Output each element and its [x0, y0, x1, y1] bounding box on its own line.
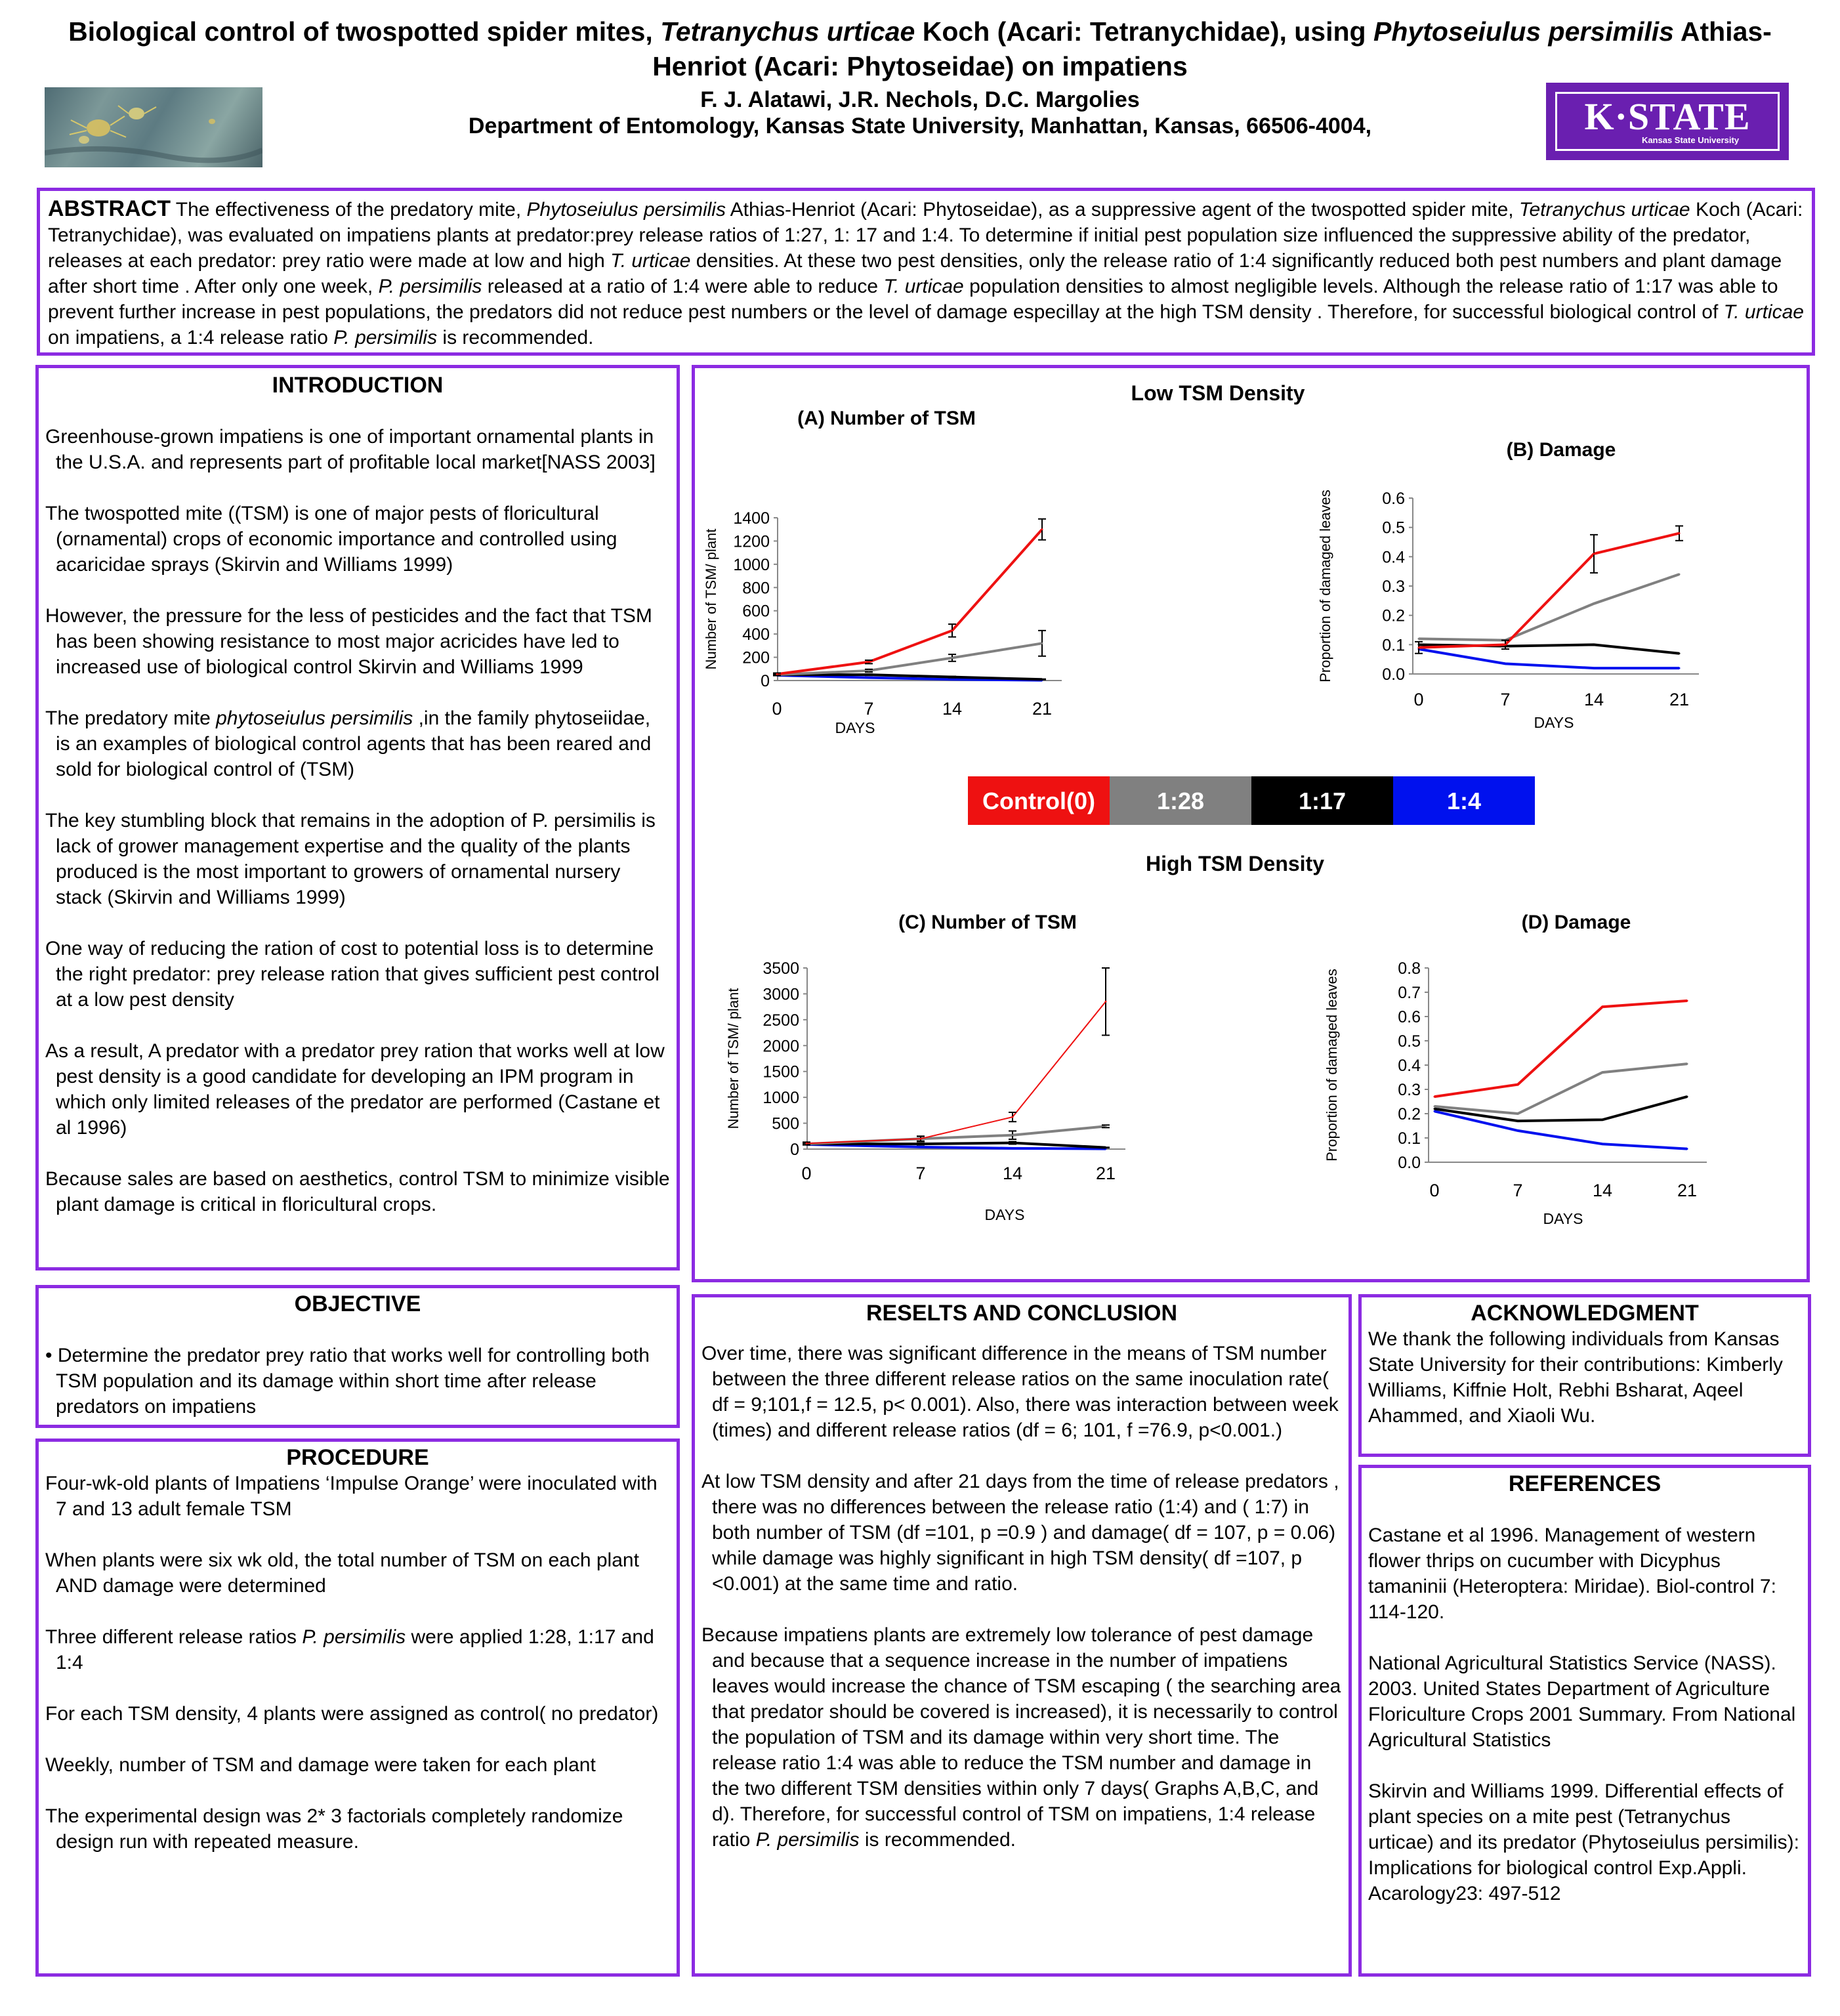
- paragraph: [45, 1803, 670, 1855]
- italic-text: P. persimilis: [755, 1829, 860, 1851]
- low-density-title: Low TSM Density: [1131, 381, 1305, 405]
- paragraph: [45, 1471, 670, 1522]
- data-point: [1602, 1006, 1604, 1008]
- italic-text: T. urticae: [883, 276, 964, 297]
- text-run: Three different release ratios: [45, 1626, 303, 1648]
- text-run: population densities to almost negligible levels. Although the release ratio of 1:17 was able to prevent further increase in pest populations, the predators did not reduce pest numbers or the level of damage especillay at the high TSM density . Therefore, for successful biological control of: [48, 276, 1778, 323]
- acknowledgment-section: [1358, 1294, 1811, 1457]
- data-point: [1679, 667, 1681, 669]
- data-point: [868, 661, 870, 663]
- data-point: [1105, 1125, 1107, 1127]
- y-tick-label: 800: [742, 579, 770, 598]
- text-run: Because impatiens plants are extremely low tolerance of pest damage and because that a sequence increase in the number of impatiens leaves would increase the chance of TSM escaping ( the searching area that predator should be covered is increased), it is necessarily to control the population of TSM and its damage within very short time. The release ratio 1:4 was able to reduce the TSM number and damage in the two different TSM densities within only 7 days( Graphs A,B,C, and d). Therefore, for successful control of TSM on impatiens, 1:4 release ratio: [701, 1624, 1341, 1851]
- text-run: Over time, there was significant difference in the means of TSM number between the three different release ratios on the same inoculation rate( df = 9;101,f = 12.5, p< 0.001). Also, there was interaction between week (times) and different release ratios (df = 6; 101, f =76.9, p<0.001.): [701, 1343, 1339, 1441]
- italic-text: P. persimilis: [302, 1626, 406, 1648]
- italic-text: Tetranychus urticae: [1518, 199, 1690, 220]
- y-axis-label: Number of TSM/ plant: [725, 988, 742, 1129]
- x-tick-label: 0: [1413, 690, 1424, 709]
- x-tick-label: 7: [1500, 690, 1511, 709]
- y-tick-label: 0.7: [1398, 984, 1421, 1002]
- author-block: [276, 87, 1564, 139]
- x-axis-label: DAYS: [1534, 714, 1574, 731]
- objective-bullet: • Determine the predator prey ratio that works well for controlling both TSM population and its damage within short time after release predators on impatiens: [45, 1345, 650, 1418]
- procedure-section: [35, 1438, 680, 1977]
- chart-c: [725, 912, 1125, 1223]
- legend-label: Control(0): [982, 788, 1095, 814]
- data-point: [1686, 1063, 1688, 1065]
- legend-label: 1:28: [1156, 788, 1205, 814]
- paragraph: [45, 1166, 670, 1217]
- procedure-title: PROCEDURE: [286, 1445, 429, 1470]
- data-point: [1686, 1096, 1688, 1098]
- chart-title: (A) Number of TSM: [797, 408, 976, 429]
- y-tick-label: 1000: [763, 1089, 799, 1108]
- data-point: [1593, 667, 1595, 669]
- data-point: [920, 1146, 922, 1148]
- data-point: [951, 679, 953, 681]
- data-point: [1679, 652, 1681, 654]
- y-axis-label: Proportion of damaged leaves: [1324, 969, 1340, 1162]
- data-point: [1012, 1142, 1014, 1144]
- data-point: [1105, 1146, 1107, 1148]
- data-point: [1686, 1148, 1688, 1150]
- text-run: Athias-Henriot (Acari: Phytoseidae), as a suppressive agent of the twospotted spider mite,: [725, 199, 1519, 220]
- paragraph: [701, 1341, 1342, 1443]
- chart-b: [1317, 439, 1699, 731]
- text-run: However, the pressure for the less of pesticides and the fact that TSM has been showing resistance to most major acricides have led to increased use of biological control Skirvin and Williams 1999: [45, 605, 652, 678]
- x-tick-label: 7: [1513, 1181, 1523, 1200]
- y-tick-label: 0.5: [1398, 1032, 1421, 1051]
- data-point: [1041, 642, 1043, 644]
- y-tick-label: 0.2: [1382, 606, 1405, 625]
- y-tick-label: 0.6: [1398, 1008, 1421, 1026]
- y-tick-label: 1200: [733, 532, 770, 551]
- text-run: Weekly, number of TSM and damage were taken for each plant: [45, 1754, 596, 1776]
- x-tick-label: 7: [915, 1164, 926, 1183]
- italic-text: P. persimilis: [333, 327, 438, 348]
- y-tick-label: 200: [742, 648, 770, 667]
- data-point: [776, 673, 778, 675]
- paragraph: [45, 1547, 670, 1599]
- text-run: is recommended.: [437, 327, 594, 348]
- y-tick-label: 3000: [763, 985, 799, 1004]
- y-tick-label: 0.3: [1382, 578, 1405, 596]
- series-line: [1419, 574, 1679, 640]
- data-point: [1517, 1120, 1519, 1122]
- text-run: The predatory mite: [45, 707, 217, 729]
- text-run: At low TSM density and after 21 days from the time of release predators , there was no differences between the release ratio (1:4) and ( 1:7) in both number of TSM (df =101, p =0.9 ) and damage( df = 107, p = 0.06) while damage was highly significant in high TSM density( df =107, p <0.001) at the same time and ratio.: [701, 1471, 1339, 1595]
- data-point: [1517, 1129, 1519, 1131]
- figure-svg: [695, 368, 1807, 1279]
- x-tick-label: 7: [864, 699, 874, 719]
- x-axis-label: DAYS: [1543, 1210, 1583, 1227]
- data-point: [1517, 1113, 1519, 1115]
- y-tick-label: 0.1: [1398, 1129, 1421, 1148]
- paragraph: [45, 1624, 670, 1675]
- y-tick-label: 0.8: [1398, 959, 1421, 978]
- series-line: [806, 1001, 1106, 1143]
- y-tick-label: 1400: [733, 509, 770, 528]
- data-point: [1418, 646, 1420, 648]
- introduction-body: [45, 424, 670, 1243]
- data-point: [1012, 1134, 1014, 1136]
- data-point: [1434, 1105, 1436, 1107]
- high-density-title: High TSM Density: [1145, 852, 1325, 875]
- legend-label: 1:17: [1298, 788, 1347, 814]
- text-run: ,in the family phytoseiidae, is an examples of biological control agents that has been reared and sold for biological control of (TSM): [56, 707, 652, 780]
- legend: [968, 776, 1535, 825]
- y-tick-label: 3500: [763, 959, 799, 978]
- series-line: [1419, 534, 1679, 648]
- acknowledgment-text: We thank the following individuals from Kansas State University for their contributions: Kimberly Williams, Kiffnie Holt, Rebhi Bsharat, Aqeel Ahammed, and Xiaoli Wu.: [1368, 1328, 1783, 1427]
- text-run: Because sales are based on aesthetics, control TSM to minimize visible plant damage is critical in floricultural crops.: [45, 1168, 670, 1215]
- abstract-box: [37, 188, 1815, 356]
- data-point: [1517, 1083, 1519, 1085]
- x-tick-label: 14: [1002, 1164, 1023, 1183]
- data-point: [1593, 553, 1595, 555]
- objective-text: Determine the predator prey ratio that works well for controlling both TSM population and its damage within short time after release predators on impatiens: [56, 1345, 650, 1418]
- x-tick-label: 21: [1095, 1164, 1116, 1183]
- data-point: [1593, 602, 1595, 604]
- text-run: Athias-Henriot (Acari: Phytoseidae) on impatiens: [652, 16, 1772, 81]
- data-point: [1602, 1072, 1604, 1074]
- paragraph: [45, 501, 670, 578]
- data-point: [1012, 1116, 1014, 1118]
- y-tick-label: 1500: [763, 1062, 799, 1082]
- references-section: [1358, 1465, 1811, 1977]
- y-tick-label: 0: [790, 1141, 799, 1159]
- y-tick-label: 2500: [763, 1011, 799, 1030]
- data-point: [868, 674, 870, 676]
- text-run: Koch (Acari: Tetranychidae), was evaluated on impatiens plants at predator:prey release ratios of 1:27, 1: 17 and 1:4. To determine if initial pest population size influenced the suppressive ability of the predator, releases at each predator: prey ratio were made at low and high: [48, 199, 1803, 272]
- text-run: Four-wk-old plants of Impatiens ‘Impulse Orange’ were inoculated with 7 and 13 adult female TSM: [45, 1473, 658, 1520]
- italic-text: Tetranychus urticae: [660, 16, 915, 47]
- text-run: Biological control of twospotted spider mites,: [68, 16, 661, 47]
- references-list: [1368, 1522, 1801, 1932]
- data-point: [1041, 679, 1043, 681]
- data-point: [951, 657, 953, 659]
- objective-section: [35, 1285, 680, 1428]
- italic-text: Phytoseiulus persimilis: [1373, 16, 1674, 47]
- data-point: [1105, 1001, 1107, 1003]
- results-section: [692, 1294, 1352, 1977]
- x-axis-label: DAYS: [835, 719, 875, 736]
- y-tick-label: 1000: [733, 555, 770, 574]
- text-run: For each TSM density, 4 plants were assigned as control( no predator): [45, 1703, 659, 1725]
- text-run: The twospotted mite ((TSM) is one of major pests of floricultural (ornamental) crops of economic importance and controlled using acaricidae sprays (Skirvin and Williams 1999): [45, 503, 617, 576]
- data-point: [951, 629, 953, 631]
- text-run: When plants were six wk old, the total number of TSM on each plant AND damage were determined: [45, 1549, 639, 1597]
- data-point: [1434, 1108, 1436, 1110]
- text-run: densities. At these two pest densities, only the release ratio of 1:4 significantly reduced both pest numbers and plant damage after short time . After only one week,: [48, 250, 1782, 297]
- x-tick-label: 0: [772, 699, 782, 719]
- series-line: [1434, 1111, 1687, 1148]
- reference-item: Castane et al 1996. Management of western flower thrips on cucumber with Dicyphus tamaninii (Heteroptera: Miridae). Biol-control 7: 114-120.: [1368, 1524, 1776, 1623]
- mite-photo: [45, 87, 262, 167]
- logo-subtitle: Kansas State University: [1641, 135, 1740, 145]
- italic-text: Phytoseiulus persimilis: [526, 199, 726, 220]
- y-tick-label: 0.4: [1398, 1057, 1421, 1075]
- data-point: [1602, 1119, 1604, 1121]
- data-point: [868, 669, 870, 671]
- y-tick-label: 0.0: [1398, 1154, 1421, 1172]
- italic-text: phytoseiulus persimilis: [216, 707, 413, 729]
- chart-title: (B) Damage: [1506, 439, 1616, 461]
- x-tick-label: 0: [801, 1164, 812, 1183]
- procedure-body: [45, 1471, 670, 1880]
- paragraph: [45, 424, 670, 475]
- y-tick-label: 500: [772, 1114, 799, 1133]
- results-title: RESELTS AND CONCLUSION: [866, 1301, 1178, 1326]
- figure-panel: [692, 365, 1810, 1282]
- results-body: [701, 1341, 1342, 1878]
- data-point: [1418, 638, 1420, 640]
- text-run: The experimental design was 2* 3 factorials completely randomize design run with repeated measure.: [45, 1805, 623, 1853]
- data-point: [1505, 663, 1507, 665]
- x-tick-label: 14: [1592, 1181, 1613, 1200]
- data-point: [1679, 532, 1681, 534]
- text-run: The effectiveness of the predatory mite,: [170, 199, 527, 220]
- introduction-section: [35, 365, 680, 1270]
- chart-title: (C) Number of TSM: [898, 912, 1077, 933]
- paragraph: [45, 808, 670, 910]
- y-tick-label: 0.0: [1382, 665, 1405, 684]
- x-tick-label: 21: [1032, 699, 1053, 719]
- series-line: [1419, 649, 1679, 668]
- paragraph: [45, 705, 670, 782]
- data-point: [1012, 1147, 1014, 1149]
- text-run: One way of reducing the ration of cost to potential loss is to determine the right predator: prey release ration that gives sufficient pest control at a low pest density: [45, 938, 659, 1011]
- text-run: released at a ratio of 1:4 were able to reduce: [482, 276, 884, 297]
- reference-item: Skirvin and Williams 1999. Differential effects of plant species on a mite pest (Tetranychus urticae) and its predator (Phytoseiulus persimilis): Implications for biological control Exp.Appli. Acarology23: 497-512: [1368, 1780, 1799, 1904]
- y-tick-label: 0.3: [1398, 1081, 1421, 1099]
- y-tick-label: 2000: [763, 1037, 799, 1056]
- italic-text: P. persimilis: [378, 276, 482, 297]
- y-tick-label: 0.1: [1382, 636, 1405, 655]
- data-point: [1679, 574, 1681, 576]
- chart-a: [703, 408, 1062, 736]
- affiliation: Department of Entomology, Kansas State University, Manhattan, Kansas, 66506-4004,: [468, 114, 1372, 138]
- series-line: [1434, 1001, 1687, 1097]
- text-run: As a result, A predator with a predator prey ration that works well at low pest density is a good candidate for developing an IPM program in which only limited releases of the predator are performed (Castane et al 1996): [45, 1040, 665, 1139]
- paragraph: [45, 1038, 670, 1141]
- italic-text: T. urticae: [610, 250, 691, 272]
- x-axis-label: DAYS: [984, 1206, 1025, 1223]
- data-point: [1593, 644, 1595, 646]
- text-run: The key stumbling block that remains in the adoption of P. persimilis is lack of grower management expertise and the quality of the plants produced is the most important to growers of ornamental nursery stack (Skirvin and Williams 1999): [45, 810, 656, 908]
- data-point: [1434, 1096, 1436, 1098]
- references-title: REFERENCES: [1508, 1471, 1662, 1496]
- data-point: [951, 676, 953, 678]
- paragraph: [701, 1622, 1342, 1853]
- kstate-logo: [1546, 83, 1789, 160]
- text-run: Koch (Acari: Tetranychidae), using: [915, 16, 1373, 47]
- y-tick-label: 0: [761, 672, 770, 690]
- data-point: [1602, 1143, 1604, 1145]
- y-axis-label: Proportion of damaged leaves: [1317, 490, 1333, 682]
- chart-title: (D) Damage: [1521, 912, 1631, 933]
- x-tick-label: 14: [1583, 690, 1604, 709]
- y-tick-label: 0.5: [1382, 518, 1405, 537]
- x-tick-label: 0: [1429, 1181, 1440, 1200]
- data-point: [868, 677, 870, 679]
- text-run: Greenhouse-grown impatiens is one of important ornamental plants in the U.S.A. and represents part of profitable local market[NASS 2003]: [45, 426, 656, 473]
- y-axis-label: Number of TSM/ plant: [703, 528, 719, 670]
- data-point: [1505, 644, 1507, 646]
- paragraph: [701, 1469, 1342, 1597]
- text-run: were applied 1:28, 1:17 and 1:4: [56, 1626, 654, 1673]
- paragraph: [45, 603, 670, 680]
- logo-wordmark: K·STATE: [1584, 95, 1751, 138]
- introduction-title: INTRODUCTION: [272, 373, 444, 398]
- y-tick-label: 0.2: [1398, 1105, 1421, 1124]
- text-run: on impatiens, a 1:4 release ratio: [48, 327, 334, 348]
- abstract-text: [48, 199, 1804, 348]
- text-run: is recommended.: [859, 1829, 1016, 1851]
- series-line: [777, 530, 1042, 675]
- y-tick-label: 0.6: [1382, 490, 1405, 508]
- chart-d: [1324, 912, 1707, 1227]
- acknowledgment-title: ACKNOWLEDGMENT: [1471, 1301, 1699, 1326]
- y-tick-label: 0.4: [1382, 548, 1405, 567]
- data-point: [920, 1143, 922, 1145]
- y-tick-label: 400: [742, 625, 770, 644]
- x-tick-label: 21: [1669, 690, 1690, 709]
- poster-header: [0, 0, 1840, 178]
- data-point: [806, 1143, 808, 1144]
- reference-item: National Agricultural Statistics Service (NASS). 2003. United States Department of Agriculture Floriculture Crops 2001 Summary. From National Agricultural Statistics: [1368, 1652, 1796, 1751]
- data-point: [1434, 1110, 1436, 1112]
- italic-text: T. urticae: [1723, 301, 1804, 323]
- authors: F. J. Alatawi, J.R. Nechols, D.C. Margolies: [700, 87, 1140, 112]
- objective-title: OBJECTIVE: [294, 1292, 421, 1316]
- paragraph: [45, 1701, 670, 1727]
- paragraph: [45, 936, 670, 1013]
- x-tick-label: 21: [1677, 1181, 1698, 1200]
- paragraph: [45, 1752, 670, 1778]
- legend-label: 1:4: [1446, 788, 1482, 814]
- y-tick-label: 600: [742, 602, 770, 621]
- abstract-label: ABSTRACT: [48, 196, 171, 221]
- data-point: [920, 1138, 922, 1140]
- x-tick-label: 14: [942, 699, 963, 719]
- data-point: [1686, 999, 1688, 1001]
- poster-title: [26, 14, 1814, 84]
- data-point: [1041, 528, 1043, 530]
